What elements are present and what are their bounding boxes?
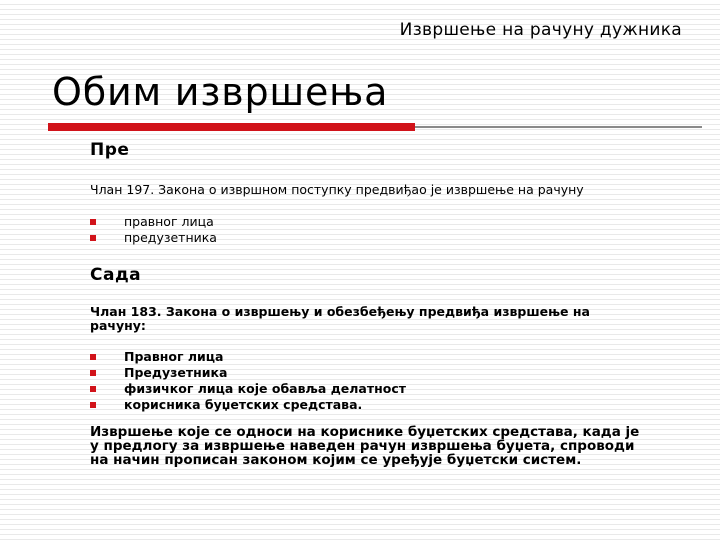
section-heading-now: Сада bbox=[90, 265, 142, 285]
list-item: Предузетника bbox=[90, 365, 670, 381]
title-underline-accent bbox=[48, 123, 415, 131]
section-before bbox=[90, 140, 670, 246]
now-intro: Члан 183. Закона о извршењу и обезбеђењу предвиђа извршење на рачуну: bbox=[90, 304, 590, 333]
square-bullet-icon bbox=[90, 402, 96, 408]
square-bullet-icon bbox=[90, 386, 96, 392]
list-item: предузетника bbox=[90, 230, 670, 246]
before-intro: Члан 197. Закона о извршном поступку предвиђао је извршење на рачуну bbox=[90, 182, 584, 197]
square-bullet-icon bbox=[90, 219, 96, 225]
square-bullet-icon bbox=[90, 354, 96, 360]
section-now bbox=[90, 265, 670, 467]
section-heading-before: Пре bbox=[90, 140, 130, 160]
list-item: правног лица bbox=[90, 214, 670, 230]
list-item: корисника буџетских средстава. bbox=[90, 397, 670, 413]
list-item: физичког лица које обавља делатност bbox=[90, 381, 670, 397]
square-bullet-icon bbox=[90, 235, 96, 241]
header-title: Извршење на рачуну дужника bbox=[399, 20, 682, 40]
now-note: Извршење које се односи на кориснике буџетских средстава, када је у предлогу за извршење наведен рачун извршења буџета, спроводи на начин прописан законом којим се уређује буџетски систем. bbox=[90, 424, 640, 468]
before-list bbox=[90, 214, 670, 246]
now-list bbox=[90, 349, 670, 413]
slide-title: Обим извршења bbox=[52, 70, 389, 114]
square-bullet-icon bbox=[90, 370, 96, 376]
list-item: Правног лица bbox=[90, 349, 670, 365]
title-underline-rule bbox=[415, 126, 702, 128]
